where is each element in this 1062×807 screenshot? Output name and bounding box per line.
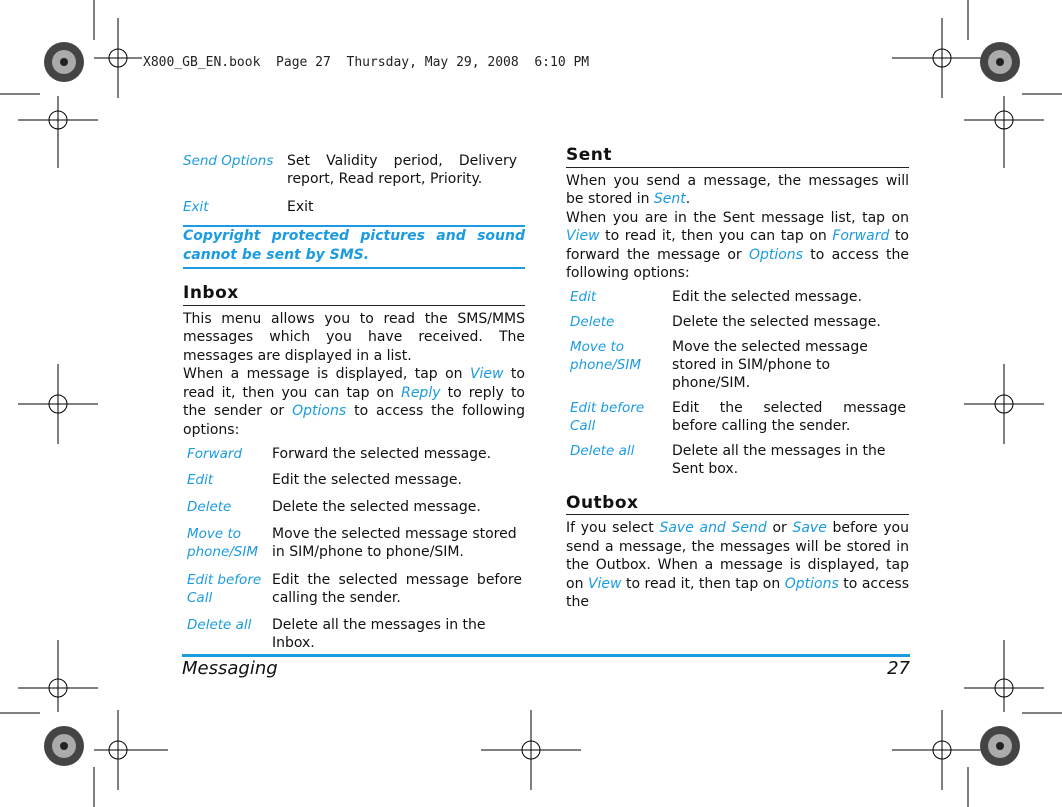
save-term: Save [792,520,827,536]
view-term: View [566,228,600,244]
option-key: Edit before Call [187,572,262,606]
option-key: Edit before Call [570,399,645,434]
text: If you select [566,520,660,536]
outbox-heading: Outbox [566,494,909,516]
starburst-icon [44,726,84,766]
option-key: Delete all [187,617,252,633]
option-key: Move to phone/SIM [187,526,258,560]
text: to forward the message or [566,228,909,263]
option-value: Move the selected message stored in SIM/phone to phone/SIM. [672,338,868,391]
text: to access the following options: [183,403,526,438]
forward-term: Forward [832,228,890,244]
text: to read it, then tap on [621,575,785,592]
crosshair-icon [964,96,1044,168]
option-value: Edit the selected message before calling the sender. [272,572,522,606]
option-key: Send Options [183,153,274,169]
option-value: Forward the selected message. [272,446,492,462]
option-value: Edit the selected message. [272,472,462,488]
option-key: Delete [187,499,232,515]
sent-term: Sent [653,191,686,207]
inbox-heading: Inbox [183,284,525,306]
view-term: View [587,575,622,592]
starburst-icon [44,42,84,82]
crosshair-icon [964,364,1044,444]
option-key: Forward [187,446,243,462]
option-value: Delete all the messages in the Sent box. [672,442,886,477]
option-value: Delete the selected message. [272,499,481,515]
text: When a message is displayed, tap on [183,366,470,382]
sent-paragraph [566,172,909,209]
starburst-icon [980,42,1020,82]
option-row [183,152,525,188]
option-row [183,198,525,216]
option-row [566,338,909,399]
crosshair-icon [892,710,992,790]
option-key: Edit [187,472,214,488]
sent-paragraph-2 [566,209,909,283]
text: to read it, then you can tap on [599,228,833,244]
outbox-paragraph [566,519,909,612]
option-key: Move to phone/SIM [570,338,641,373]
text: to read it, then you can tap on [183,366,525,401]
option-key: Delete [570,313,615,330]
option-row [566,399,909,442]
crosshair-icon [18,640,98,712]
option-row [183,498,525,525]
option-value: Edit the selected message. [672,288,862,305]
option-key: Delete all [570,442,635,459]
inbox-paragraph-2 [183,365,525,439]
text: to access the [566,575,909,610]
crosshair-icon [94,18,142,98]
footer-rule [182,654,910,657]
options-term: Options [784,575,839,592]
text: or [766,520,793,536]
option-value: Set Validity period, Delivery report, Read report, Priority. [287,153,517,187]
left-column [183,152,525,652]
option-row [566,442,909,478]
text: . [685,191,691,207]
sent-options-table [566,286,909,478]
right-column [566,146,909,612]
inbox-paragraph: This menu allows you to read the SMS/MMS messages which you have received. The messages are displayed in a list. [183,310,525,364]
sent-heading: Sent [566,146,909,168]
crosshair-icon [18,96,98,168]
option-key: Edit [570,288,597,305]
option-row [183,471,525,498]
option-value: Edit the selected message before calling the sender. [672,399,906,434]
crosshair-icon [892,18,992,98]
option-row [183,443,525,471]
page-number: 27 [887,658,910,679]
crosshair-icon [18,364,98,444]
crosshair-icon [481,710,581,790]
footer-title: Messaging [182,658,278,679]
view-term: View [469,366,504,382]
text: to reply to the sender or [183,384,525,419]
option-key: Exit [183,199,209,215]
option-value: Move the selected message stored in SIM/phone to phone/SIM. [272,526,517,560]
options-term: Options [292,403,347,419]
starburst-icon [980,726,1020,766]
option-row [566,313,909,338]
option-value: Delete all the messages in the Inbox. [272,617,486,651]
option-row [183,571,525,616]
copyright-note: Copyright protected pictures and sound cannot be sent by SMS. [183,225,525,269]
option-row [183,616,525,652]
print-header: X800_GB_EN.book Page 27 Thursday, May 29, 2008 6:10 PM [143,55,590,70]
text: to access the following options: [566,246,909,281]
option-row [566,286,909,313]
text: When you are in the Sent message list, tap on [566,209,909,226]
options-term: Options [748,246,803,263]
crosshair-icon [964,640,1044,712]
text: When you send a message, the messages will be stored in [566,172,909,207]
option-value: Delete the selected message. [672,313,881,330]
option-row [183,525,525,571]
inbox-options-table [183,443,525,652]
option-value: Exit [287,199,314,215]
save-and-send-term: Save and Send [659,520,767,536]
text: before you send a message, the messages will be stored in the Outbox. When a message is displayed, tap on [566,520,909,592]
crosshair-icon [94,710,168,790]
reply-term: Reply [401,384,441,401]
